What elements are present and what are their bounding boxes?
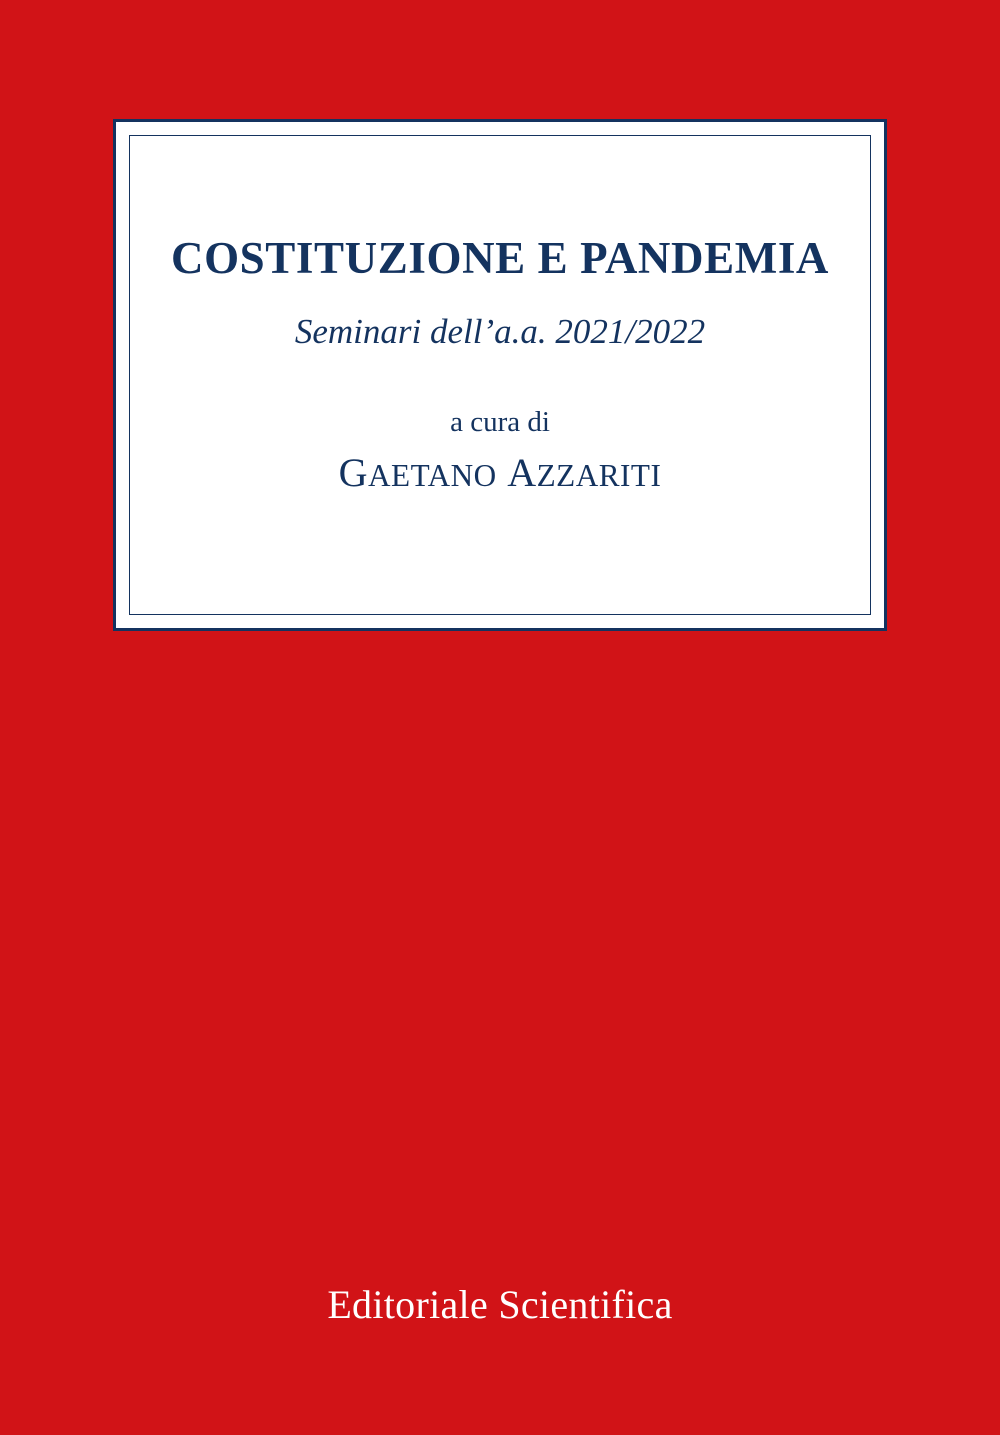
publisher-name: Editoriale Scientifica: [327, 1282, 673, 1327]
title-block: [116, 234, 884, 495]
editor-prefix-label: a cura di: [450, 405, 550, 438]
editor-last-name-rest: ZZARITI: [536, 457, 662, 493]
book-subtitle: Seminari dell’a.a. 2021/2022: [294, 311, 706, 351]
editor-first-name-initial: G: [338, 449, 369, 495]
editor-name: [116, 451, 884, 495]
editor-first-name-rest: AETANO: [368, 457, 497, 493]
editor-last-name-initial: A: [507, 449, 537, 495]
page-title: COSTITUZIONE E PANDEMIA: [170, 233, 830, 283]
title-panel: [113, 119, 887, 631]
